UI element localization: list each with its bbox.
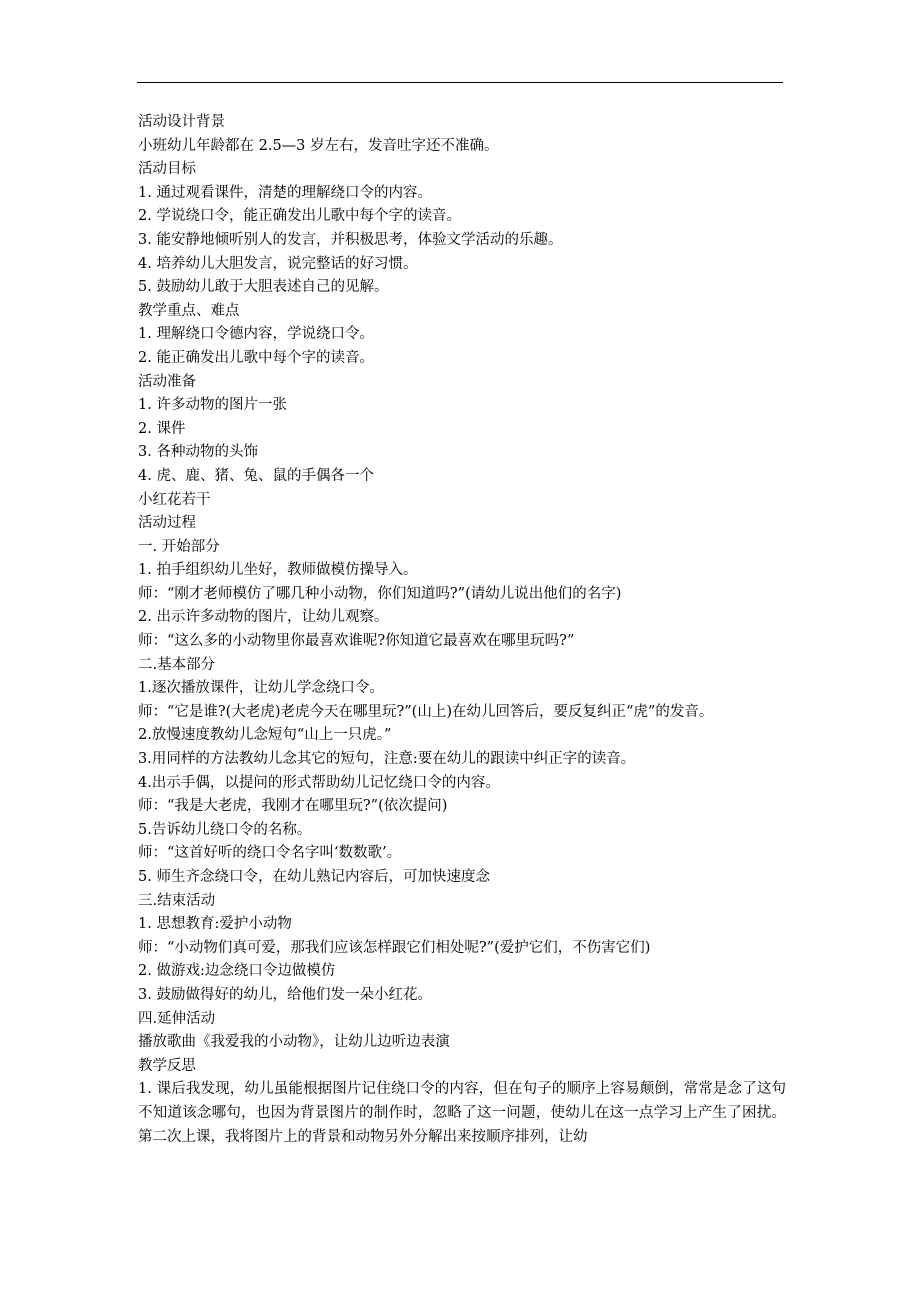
text-line: 一. 开始部分 xyxy=(138,538,220,555)
text-line: 5. 鼓励幼儿敢于大胆表述自己的见解。 xyxy=(138,279,389,296)
text-line: 1. 思想教育:爱护小动物 xyxy=(138,916,292,933)
text-line: 活动准备 xyxy=(138,373,196,390)
header-rule xyxy=(137,82,783,83)
text-line: 小红花若干 xyxy=(138,491,211,508)
text-line: 3. 能安静地倾听别人的发言，并积极思考，体验文学活动的乐趣。 xyxy=(138,231,563,248)
text-line: 1.逐次播放课件，让幼儿学念绕口令。 xyxy=(138,680,384,697)
text-line: 4. 虎、鹿、猪、兔、鼠的手偶各一个 xyxy=(138,467,374,484)
text-line: 师：“这么多的小动物里你最喜欢谁呢?你知道它最喜欢在哪里玩吗?” xyxy=(138,633,575,650)
text-line: 2. 课件 xyxy=(138,420,186,437)
text-line: 5. 师生齐念绕口令，在幼儿熟记内容后，可加快速度念 xyxy=(138,869,490,885)
text-line: 1. 理解绕口令德内容，学说绕口令。 xyxy=(138,326,374,343)
text-line: 播放歌曲《我爱我的小动物》，让幼儿边听边表演 xyxy=(138,1034,450,1051)
text-line: 5.告诉幼儿绕口令的名称。 xyxy=(138,821,312,838)
text-line: 小班幼儿年龄都在 2.5—3 岁左右，发音吐字还不准确。 xyxy=(138,137,499,154)
reflection-paragraph: 1. 课后我发现，幼儿虽能根据图片记住绕口令的内容，但在句子的顺序上容易颠倒，常常是念了这句不知道该念哪句，也因为背景图片的制作时，忽略了这一问题，使幼儿在这一点学习上产生了困扰。第二次上课，我将图片上的背景和动物另外分解出来按顺序排列，让幼 xyxy=(138,1081,786,1145)
text-line: 活动目标 xyxy=(138,161,196,178)
text-line: 师：“小动物们真可爱，那我们应该怎样跟它们相处呢?”(爱护它们，不伤害它们) xyxy=(138,939,651,956)
text-line: 1. 拍手组织幼儿坐好，教师做模仿操导入。 xyxy=(138,562,418,579)
text-line: 4. 培养幼儿大胆发言，说完整话的好习惯。 xyxy=(138,255,418,272)
text-line: 1. 通过观看课件，清楚的理解绕口令的内容。 xyxy=(138,184,432,201)
text-line: 2.放慢速度教幼儿念短句“山上一只虎。” xyxy=(138,727,392,744)
text-line: 师：“刚才老师模仿了哪几种小动物，你们知道吗?”(请幼儿说出他们的名字) xyxy=(138,585,622,602)
text-line: 2. 能正确发出儿歌中每个字的读音。 xyxy=(138,349,374,366)
text-line: 4.出示手偶，以提问的形式帮助幼儿记忆绕口令的内容。 xyxy=(138,774,500,791)
text-line: 3. 鼓励做得好的幼儿，给他们发一朵小红花。 xyxy=(138,986,432,1003)
text-line: 教学反思 xyxy=(138,1057,196,1074)
text-line: 2. 做游戏:边念绕口令边做模仿 xyxy=(138,963,336,980)
text-line: 教学重点、难点 xyxy=(138,302,240,319)
text-line: 师：“它是谁?(大老虎)老虎今天在哪里玩?”(山上)在幼儿回答后，要反复纠正“虎”的发音。 xyxy=(138,703,714,720)
text-line: 师：“这首好听的绕口令名字叫‘数数歌’。 xyxy=(138,845,402,862)
text-line: 活动设计背景 xyxy=(138,114,225,130)
text-line: 活动过程 xyxy=(138,515,196,532)
document-body xyxy=(138,111,786,1149)
text-line: 2. 学说绕口令，能正确发出儿歌中每个字的读音。 xyxy=(138,208,461,225)
text-line: 三.结束活动 xyxy=(138,892,216,909)
text-line: 2. 出示许多动物的图片，让幼儿观察。 xyxy=(138,609,389,626)
text-line: 四.延伸活动 xyxy=(138,1010,216,1027)
text-line: 二.基本部分 xyxy=(138,656,216,673)
text-line: 1. 许多动物的图片一张 xyxy=(138,397,287,414)
text-line: 3. 各种动物的头饰 xyxy=(138,444,258,461)
text-line: 3.用同样的方法教幼儿念其它的短句，注意:要在幼儿的跟读中纠正字的读音。 xyxy=(138,751,636,768)
text-line: 师：“我是大老虎，我刚才在哪里玩?”(依次提问) xyxy=(138,798,448,815)
